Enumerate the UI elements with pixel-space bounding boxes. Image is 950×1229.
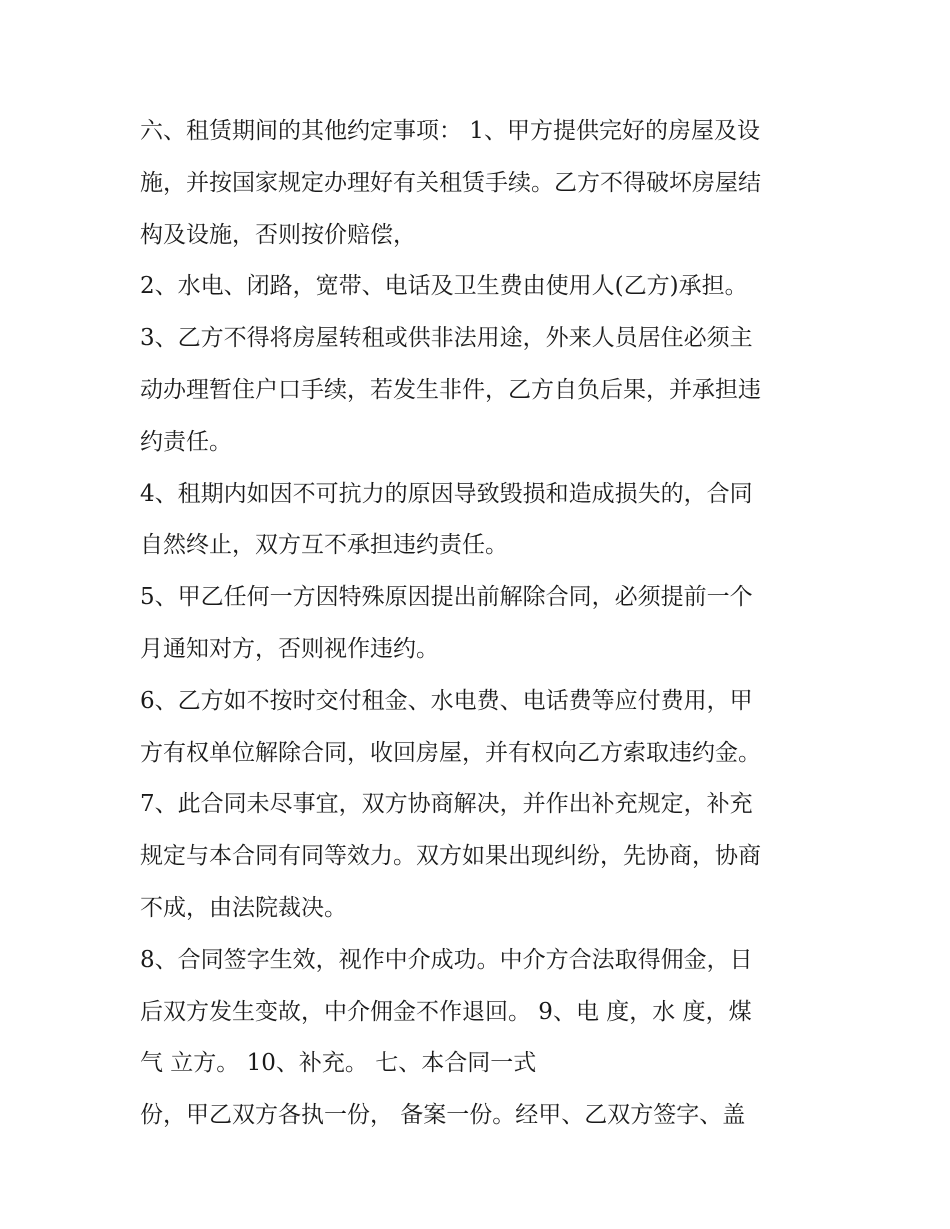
text-line: 2、水电、闭路，宽带、电话及卫生费由使用人(乙方)承担。 xyxy=(140,273,748,300)
text-line: 份，甲乙双方各执一份， 备案一份。经甲、乙双方签字、盖 xyxy=(140,1102,746,1129)
text-line: 动办理暂住户口手续，若发生非件，乙方自负后果，并承担违 xyxy=(140,376,761,403)
text-line: 方有权单位解除合同，收回房屋，并有权向乙方索取违约金。 xyxy=(140,739,761,766)
text-line: 气 立方。 10、补充。 七、本合同一式 xyxy=(140,1050,537,1077)
text-line: 后双方发生变故，中介佣金不作退回。 9、电 度，水 度，煤 xyxy=(140,998,752,1025)
text-line: 8、合同签字生效，视作中介成功。中介方合法取得佣金，日 xyxy=(140,946,753,973)
text-line: 4、租期内如因不可抗力的原因导致毁损和造成损失的，合同 xyxy=(140,480,753,507)
text-line: 6、乙方如不按时交付租金、水电费、电话费等应付费用，甲 xyxy=(140,687,753,714)
text-line: 月通知对方，否则视作违约。 xyxy=(140,635,439,662)
text-line: 3、乙方不得将房屋转租或供非法用途，外来人员居住必须主 xyxy=(140,325,753,352)
text-line: 构及设施，否则按价赔偿， xyxy=(140,221,416,248)
text-line: 不成，由法院裁决。 xyxy=(140,894,347,921)
text-line: 7、此合同未尽事宜，双方协商解决，并作出补充规定，补充 xyxy=(140,791,753,818)
text-line: 5、甲乙任何一方因特殊原因提出前解除合同，必须提前一个 xyxy=(140,584,753,611)
text-line: 约责任。 xyxy=(140,428,232,455)
text-line: 六、租赁期间的其他约定事项： 1、甲方提供完好的房屋及设 xyxy=(140,118,760,144)
text-line: 自然终止，双方互不承担违约责任。 xyxy=(140,532,508,559)
text-line: 施，并按国家规定办理好有关租赁手续。乙方不得破坏房屋结 xyxy=(140,169,761,196)
contract-text-block xyxy=(140,108,820,1144)
text-line: 规定与本合同有同等效力。双方如果出现纠纷，先协商，协商 xyxy=(140,843,761,870)
